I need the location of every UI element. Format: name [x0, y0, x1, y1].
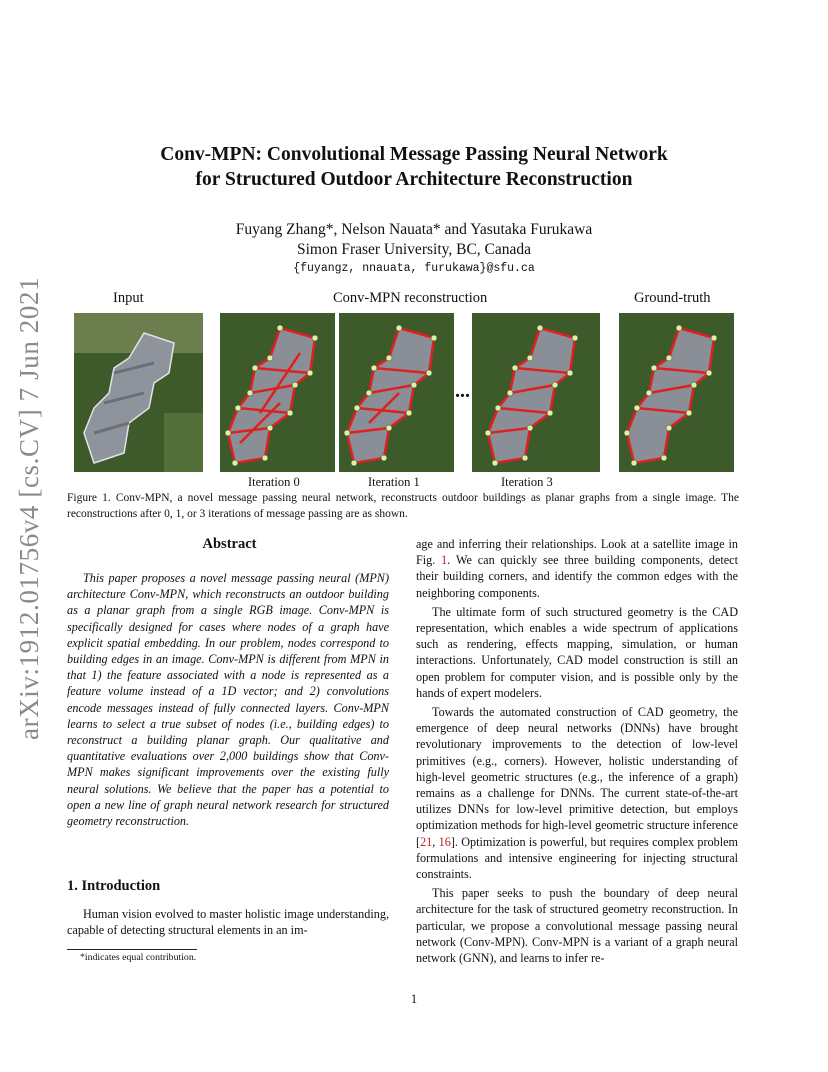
intro-paragraph-1: Human vision evolved to master holistic image understanding, capable of detecting structural elements in an im- [67, 907, 389, 938]
introduction-heading: 1. Introduction [67, 878, 161, 894]
citation-separator: , [432, 834, 439, 849]
right-p3-start: Towards the automated construction of CAD geometry, the emergence of deep neural networks (DNNs) have brought revolutionary improvements to the detection of low-level primitives (e.g., corners). However, holistic understanding of high-level geometric structures (e.g., the inference of a graph) remains as a challenge for DNNs. The current state-of-the-art utilizes DNNs for low-level primitive detection, but employs optimization methods for high-level geometric structure inference [ [416, 705, 738, 849]
abstract-body [67, 570, 389, 829]
footnote-rule [67, 949, 197, 950]
introduction-body [67, 906, 389, 938]
arxiv-identifier: arXiv:1912.01756v4 [cs.CV] 7 Jun 2021 [14, 276, 44, 740]
figure-label-groundtruth: Ground-truth [634, 290, 711, 306]
abstract-heading: Abstract [202, 536, 257, 552]
right-p3-end: ]. Optimization is powerful, but requires complex problem formulations and intensive engineering for injecting structural constraints. [416, 834, 739, 882]
figure-ellipsis: ... [455, 380, 470, 402]
author-names: Fuyang Zhang*, Nelson Nauata* and Yasutaka Furukawa [235, 221, 593, 238]
paper-title [0, 142, 828, 192]
citation-link-16[interactable]: 16 [438, 834, 451, 849]
ground-truth-image [619, 313, 734, 472]
satellite-input-image [74, 313, 203, 472]
abstract-text: This paper proposes a novel message passing neural (MPN) architecture Conv-MPN, which reconstructs an outdoor building as a planar graph from a single RGB image. Conv-MPN is specifically designed for cases where nodes of a graph have explicit spatial embedding. In our problem, nodes correspond to building edges in an image. Conv-MPN is different from MPN in that 1) the feature associated with a node is represented as a feature volume instead of a 1D vector; and 2) convolutions encode messages instead of fully connected layers. Conv-MPN learns to select a true subset of nodes (i.e., building edges) to reconstruct a building planar graph. Our qualitative and quantitative evaluations over 2,000 buildings show that Conv-MPN makes significant improvements over the existing fully neural solutions. We believe that the paper has a potential to open a new line of graph neural network research for structured geometry reconstruction. [67, 571, 389, 829]
author-emails: {fuyangz, nnauata, furukawa}@sfu.ca [293, 262, 535, 275]
iteration-1-label: Iteration 1 [368, 475, 420, 489]
reconstruction-iteration-1 [339, 313, 454, 472]
right-p1-end: . We can quickly see three building components, detect their building corners, and identify the common edges with the neighboring components. [416, 553, 738, 600]
right-paragraph-4: This paper seeks to push the boundary of deep neural architecture for the task of structured geometry reconstruction. In particular, we propose a convolutional message passing neural network (Conv-MPN). Conv-MPN is a variant of a graph neural network (GNN), and learns to infer re- [416, 886, 738, 966]
figure-label-reconstruction: Conv-MPN reconstruction [333, 290, 488, 306]
author-block [0, 220, 828, 260]
footnote: *indicates equal contribution. [80, 952, 197, 963]
citation-link-21[interactable]: 21 [420, 834, 433, 849]
right-paragraph-1 [416, 536, 738, 601]
right-column-body [416, 536, 738, 966]
iteration-3-label: Iteration 3 [501, 475, 553, 489]
figure-ref-link[interactable]: 1 [441, 553, 448, 568]
title-line-2: for Structured Outdoor Architecture Reconstruction [195, 169, 633, 190]
figure-caption: Figure 1. Conv-MPN, a novel message passing neural network, reconstructs outdoor buildings as planar graphs from a single image. The reconstructions after 0, 1, or 3 iterations of message passing are as shown. [67, 492, 739, 520]
right-paragraph-2: The ultimate form of such structured geometry is the CAD representation, which enables a wide spectrum of applications such as rendering, effects mapping, simulation, or human interactions. Unfortunately, CAD model construction is still an open problem for computer vision, and is possible only by the hands of expert modelers. [416, 604, 738, 700]
right-p1-start: age and inferring their relationships. Look at a satellite image in Fig. [416, 537, 738, 568]
right-paragraph-3 [416, 704, 738, 882]
affiliation: Simon Fraser University, BC, Canada [296, 241, 532, 258]
figure-label-input: Input [113, 290, 144, 306]
reconstruction-iteration-3 [472, 313, 600, 472]
page-number: 1 [410, 992, 418, 1006]
title-line-1: Conv-MPN: Convolutional Message Passing Neural Network [160, 144, 668, 165]
reconstruction-iteration-0 [220, 313, 335, 472]
iteration-0-label: Iteration 0 [248, 475, 300, 489]
